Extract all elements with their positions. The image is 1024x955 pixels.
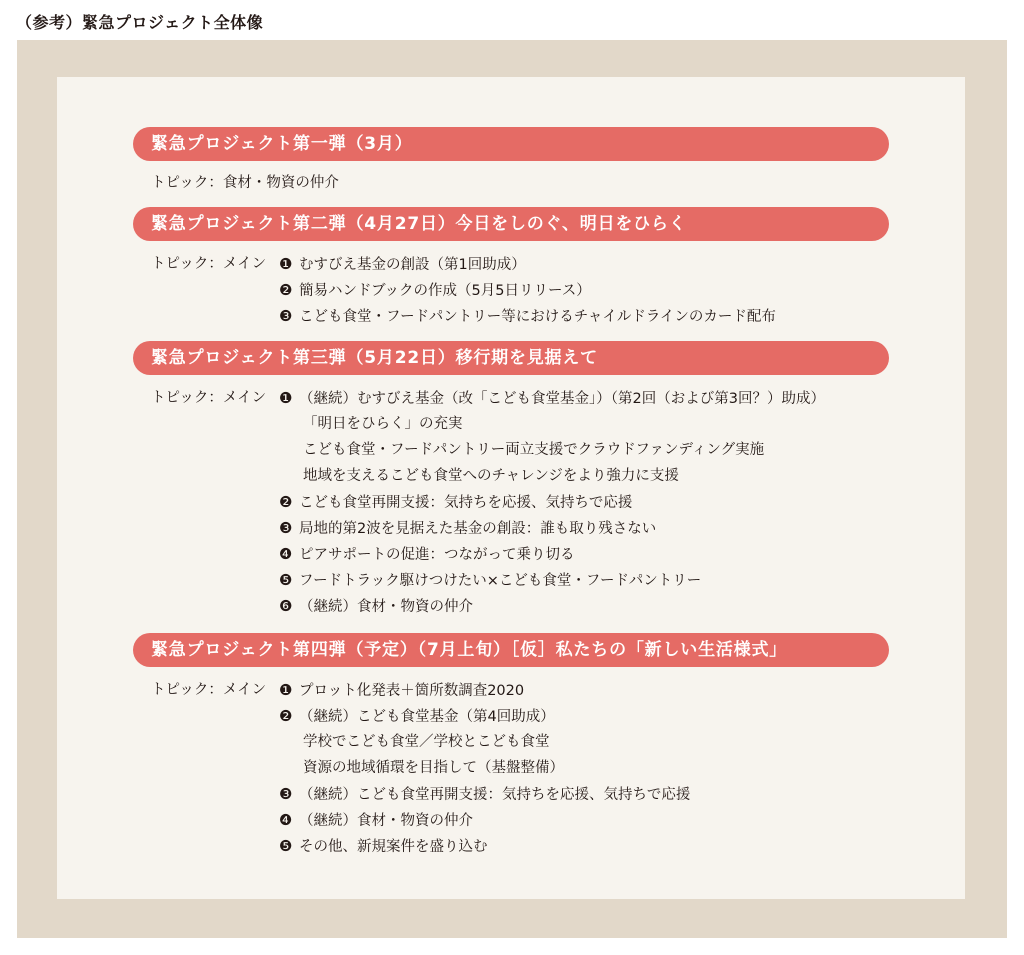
- item-number: ❸: [279, 785, 293, 803]
- list-item: [279, 388, 825, 409]
- item-text: 局地的第2波を見据えた基金の創設：誰も取り残さない: [299, 521, 657, 537]
- list-item: [279, 810, 473, 831]
- item-text: その他、新規案件を盛り込む: [299, 839, 488, 855]
- list-item: [279, 836, 488, 857]
- section-3-topic-label: トピック：メイン: [151, 390, 267, 406]
- section-4-topic-label: トピック：メイン: [151, 682, 267, 698]
- item-text: 「明日をひらく」の充実: [303, 416, 463, 432]
- item-number: ❶: [279, 389, 293, 407]
- topic-text: 食材・物資の仲介: [222, 175, 339, 191]
- list-item: [279, 518, 656, 539]
- list-item: [303, 414, 463, 434]
- item-number: ❺: [279, 571, 293, 589]
- item-number: ❹: [279, 545, 293, 563]
- list-item: [279, 544, 575, 565]
- item-number: ❸: [279, 307, 293, 325]
- list-item: [279, 280, 591, 301]
- list-item: [279, 596, 473, 617]
- section-2-topic-label: トピック：メイン: [151, 256, 267, 272]
- item-number: ❸: [279, 519, 293, 537]
- item-text: （継続）こども食堂基金（第4回助成）: [299, 709, 555, 725]
- section-heading-3: 緊急プロジェクト第三弾（5月22日）移行期を見据えて: [133, 341, 889, 375]
- item-number: ❷: [279, 493, 293, 511]
- item-number: ❻: [279, 597, 293, 615]
- list-item: [279, 492, 632, 513]
- item-text: ピアサポートの促進：つながって乗り切る: [299, 547, 575, 563]
- item-text: （継続）食材・物資の仲介: [299, 599, 473, 615]
- item-text: 地域を支えるこども食堂へのチャレンジをより強力に支援: [303, 468, 679, 484]
- item-text: 学校でこども食堂／学校とこども食堂: [303, 734, 550, 750]
- item-number: ❶: [279, 681, 293, 699]
- list-item: [303, 440, 764, 460]
- list-item: [279, 254, 526, 275]
- section-1-topic: [151, 173, 339, 193]
- item-text: （継続）食材・物資の仲介: [299, 813, 473, 829]
- list-item: [279, 680, 524, 701]
- list-item: [279, 784, 690, 805]
- list-item: [303, 758, 564, 778]
- item-text: むすびえ基金の創設（第1回助成）: [299, 257, 526, 273]
- list-item: [303, 466, 679, 486]
- item-text: （継続）こども食堂再開支援：気持ちを応援、気持ちで応援: [299, 787, 691, 803]
- item-number: ❶: [279, 255, 293, 273]
- item-number: ❷: [279, 281, 293, 299]
- list-item: [279, 570, 701, 591]
- list-item: [279, 706, 555, 727]
- item-text: こども食堂再開支援：気持ちを応援、気持ちで応援: [299, 495, 633, 511]
- item-number: ❷: [279, 707, 293, 725]
- list-item: [303, 732, 550, 752]
- section-heading-2: 緊急プロジェクト第二弾（4月27日）今日をしのぐ、明日をひらく: [133, 207, 889, 241]
- item-text: 簡易ハンドブックの作成（5月5日リリース）: [299, 283, 591, 299]
- section-heading-1: 緊急プロジェクト第一弾（3月）: [133, 127, 889, 161]
- content-panel: [57, 77, 965, 899]
- list-item: [279, 306, 776, 327]
- section-heading-4: 緊急プロジェクト第四弾（予定）（7月上旬）［仮］私たちの「新しい生活様式」: [133, 633, 889, 667]
- item-text: プロット化発表＋箇所数調査2020: [299, 683, 525, 699]
- item-text: こども食堂・フードパントリー等におけるチャイルドラインのカード配布: [299, 309, 776, 325]
- item-text: 資源の地域循環を目指して（基盤整備）: [303, 760, 564, 776]
- page-title: （参考）緊急プロジェクト全体像: [16, 13, 264, 32]
- outer-frame: [17, 40, 1007, 938]
- item-text: フードトラック駆けつけたい×こども食堂・フードパントリー: [299, 573, 702, 589]
- item-text: （継続）むすびえ基金（改「こども食堂基金」）（第2回（および第3回？）助成）: [299, 391, 825, 407]
- item-text: こども食堂・フードパントリー両立支援でクラウドファンディング実施: [303, 442, 765, 458]
- item-number: ❹: [279, 811, 293, 829]
- topic-label: トピック：: [151, 175, 223, 191]
- item-number: ❺: [279, 837, 293, 855]
